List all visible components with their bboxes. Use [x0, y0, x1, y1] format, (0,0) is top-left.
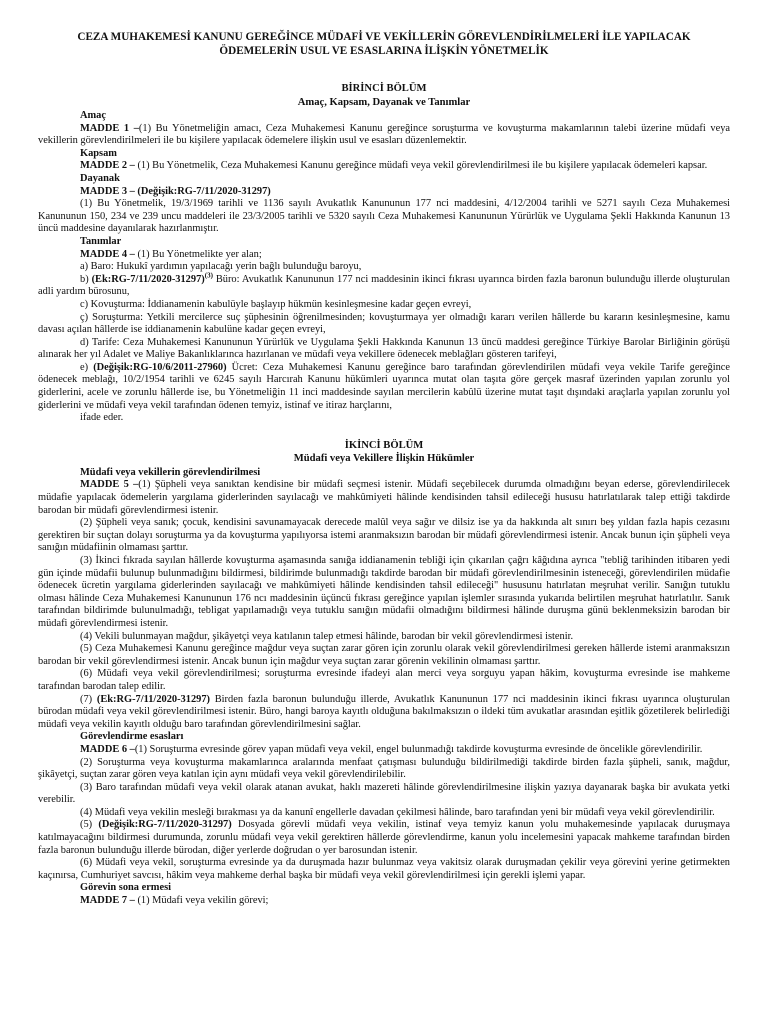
article-6-para-3: (3) Baro tarafından müdafi veya vekil olarak atanan avukat, haklı mazereti hâlinde görevlendirilmesine ilişkin yazıya dayanarak başka bir avukata yetki verebilir.: [38, 781, 730, 806]
article-6-para-2: (2) Soruşturma veya kovuşturma makamlarınca aralarında menfaat çatışması bulunduğu bildirilmediği takdirde birden fazla şüpheli, sanık, mağdur, şikâyetçi, suçtan zarar gören veya katılan için aynı müdafi veya vekil görevlendirilebilir.: [38, 756, 730, 781]
article-2-text: (1) Bu Yönetmelik, Ceza Muhakemesi Kanunu gereğince müdafi veya vekil görevlendirilmesi ile bu kişilere yapılacak ödemeleri kapsar.: [134, 160, 708, 172]
definition-e-prefix: e): [80, 361, 94, 373]
article-6-para-5-text: Dosyada görevli müdafi veya vekilin, istinaf veya temyiz kanun yolu muhakemesinde yapılacak duruşmaya katılmayacağını bildirmesi durumunda, zorunlu müdafi veya vekil gerektiren hâllerde görevlendirme, kanun yolu incelemesini yapacak mahkeme tarafından birden fazla baronun bulunduğu illerde bürodan, diğer yerlerde doğrudan o yer barosundan istenir.: [38, 819, 730, 856]
definition-end: ifade eder.: [80, 412, 124, 424]
chapter-2-subtitle: Müdafi veya Vekillere İlişkin Hükümler: [293, 453, 475, 465]
article-6-text-1: (1) Soruşturma evresinde görev yapan müdafi veya vekil, engel bulunmadığı takdirde kovuşturma evresinde de öncelikle görevlendirilir.: [134, 743, 703, 755]
article-2: [38, 160, 730, 173]
article-2-label: MADDE 2 –: [80, 160, 135, 172]
definition-b-prefix: b): [80, 273, 92, 285]
article-1: [38, 123, 730, 148]
article-3-label: MADDE 3 – (Değişik:RG-7/11/2020-31297): [80, 185, 271, 197]
definition-cc: ç) Soruşturma: Yetkili mercilerce suç şüphesinin öğrenilmesinden; kovuşturmaya yer olmadığı kararı verilen hâllerde bu kararın kesinleşmesine, kamu davası açılan hâllerde ise iddianamenin kabulüne kadar geçen evreyi,: [38, 311, 730, 336]
definition-b: [38, 271, 730, 299]
article-6-para-6: (6) Müdafi veya vekil, soruşturma evresinde ya da duruşmada hazır bulunmaz veya vakitsiz olarak duruşmadan çekilir veya görevini yerine getirmekten kaçınırsa, Cumhuriyet savcısı, hâkim veya mahkeme derhal başka bir müdafi veya vekil görevlendirilmesi için gerekli işlemi yapar.: [38, 857, 730, 881]
article-1-text: (1) Bu Yönetmeliğin amacı, Ceza Muhakemesi Kanunu gereğince soruşturma ve kovuşturma makamlarının talebi üzerine müdafi veya vekillerin görevlendirilmeleri ile bu kişilere yapılacak ödemelere ilişkin usul ve esasları düzenlemektir.: [38, 122, 730, 147]
definition-b-text: Büro: Avukatlık Kanununun 177 nci maddesinin ikinci fıkrası uyarınca birden fazla baronun bulunduğu illerde oluşturulan adli yardım bürosunu,: [38, 273, 730, 298]
article-4-label: MADDE 4 –: [80, 248, 135, 260]
definition-a: a) Baro: Hukukî yardımın yapılacağı yerin bağlı bulunduğu baroyu,: [80, 261, 362, 273]
article-7: [38, 895, 730, 908]
article-5-para-7-prefix: (7): [80, 693, 97, 705]
article-5-para-1: [38, 479, 730, 517]
article-4-text: (1) Bu Yönetmelikte yer alan;: [134, 248, 262, 260]
footnote-marker: (3): [204, 271, 213, 280]
article-5-text-1: (1) Şüpheli veya sanıktan kendisine bir müdafi seçmesi istenir. Müdafi seçebilecek durumda olmadığını beyan ederse, görevlendirilecek müdafie yapılacak ödemelerin yargılama giderlerinden sayılacağı ve mahkûmiyeti hâlinde kendisinden tahsil edileceği hususu hatırlatılarak talep ettiği takdirde barodan bir müdafi görevlendirmesi istenir.: [38, 479, 730, 516]
section-heading-dayanak: Dayanak: [80, 172, 120, 184]
article-6-para-1: [38, 744, 730, 757]
article-5-para-3: (3) İkinci fıkrada sayılan hâllerde kovuşturma aşamasında sanığa iddianamenin tebliği için çıkarılan çağrı kâğıdına ayrıca "tebliğ tarihinden itibaren yedi gün içinde müdafii bulunup bulunmadığını bildirmesi, bildirimde bulunmadığı takdirde barodan bir müdafi görevlendirilmesinin isteneceği, görevlendirilen müdafie ödenecek ücretin yargılama giderlerinden sayılacağı ve mahkûmiyeti hâlinde kendisinden tahsil edileceği" hususunu hatırlatan meşruhat verilir. Sanığın tutuklu olması hâlinde Ceza Muhakemesi Kanununun 176 ncı maddesinin üçüncü fıkrası gereğince yapılan işlemler sırasında yukarıda belirtilen meşruhat hatırlatılır. Sanık tarafından bildirimde bulunulmadığı, tebligat yapılamadığı veya tutuklu sanığın müdafii olmadığını bildirmesi hâlinde duruşma günü beklenmeksizin barodan bir müdafi görevlendirmesi istenir.: [38, 555, 730, 629]
article-3-text: (1) Bu Yönetmelik, 19/3/1969 tarihli ve 1136 sayılı Avukatlık Kanununun 177 nci maddesini, 4/12/2004 tarihli ve 5271 sayılı Ceza Muhakemesi Kanununun 150, 234 ve 239 uncu maddeleri ile 23/3/2005 tarihli ve 5320 sayılı Ceza Muhakemesi Kanununun Yürürlük ve Uygulama Şekli Hakkında Kanunun 13 üncü maddesine dayanılarak hazırlanmıştır.: [38, 198, 730, 235]
article-4: [38, 249, 730, 262]
section-heading-kapsam: Kapsam: [80, 147, 117, 159]
article-7-label: MADDE 7 –: [80, 895, 135, 907]
article-5-para-7: [38, 694, 730, 732]
article-1-label: MADDE 1 –: [80, 122, 139, 134]
document-title: CEZA MUHAKEMESİ KANUNU GEREĞİNCE MÜDAFİ VE VEKİLLERİN GÖREVLENDİRİLMELERİ İLE YAPILACAK ÖDEMELERİN USUL VE ESASLARINA İLİŞKİN YÖNETMELİK: [77, 31, 691, 57]
definition-e: [38, 362, 730, 412]
section-heading-sona-ermesi: Görevin sona ermesi: [80, 882, 172, 894]
amendment-note: (Değişik:RG-10/6/2011-27960): [93, 361, 227, 373]
amendment-note: (Ek:RG-7/11/2020-31297): [91, 273, 205, 285]
article-5-para-5: (5) Ceza Muhakemesi Kanunu gereğince mağdur veya suçtan zarar gören için zorunlu olarak vekil görevlendirilmesi gereken hâllerde istemi aranmaksızın barodan bir vekil görevlendirmesi istenir. Ancak bunun için mağdur veya suçtan zarar görenin vekilinin olmaması şarttır.: [38, 643, 730, 667]
article-5-para-7-text: Birden fazla baronun bulunduğu illerde, Avukatlık Kanununun 177 nci maddesinin ikinci fıkrası uyarınca oluşturulan bürodan müdafi veya vekil görevlendirilmesi istenir. Büro, hangi baroya kayıtlı olduğuna bakılmaksızın o ildeki tüm avukatlar arasından eşitlik gözetilerek belirlediği müdafi veya vekilin kayıtlı olduğu baro tarafından görevlendirilmesini sağlar.: [38, 693, 730, 730]
article-5-label: MADDE 5 –: [80, 479, 139, 491]
chapter-2-heading: İKİNCİ BÖLÜM: [344, 439, 424, 451]
section-heading-amac: Amaç: [80, 110, 106, 121]
article-5-para-2: (2) Şüpheli veya sanık; çocuk, kendisini savunamayacak derecede malûl veya sağır ve dilsiz ise ya da hakkında alt sınırı beş yıldan fazla hapis cezasını gerektiren bir suçtan dolayı soruşturma ya da kovuşturma yapılıyorsa istemi aranmaksızın barodan bir müdafi görevlendirmesi istenir. Ancak bunun için şüpheli veya sanığın müdafiinin olmaması şarttır.: [38, 517, 730, 554]
amendment-note: (Ek:RG-7/11/2020-31297): [96, 693, 210, 705]
article-6-para-5: [38, 819, 730, 857]
definition-e-text: Ücret: Ceza Muhakemesi Kanunu gereğince baro tarafından görevlendirilen müdafi veya vekile Tarife gereğince ödenecek meblağı, 10/2/1954 tarihli ve 6245 sayılı Harcırah Kanunu hükümleri uyarınca mutat olan taşıta göre gerçek masraf üzerinden yapılan zorunlu yol giderlerini, acele ve zorunlu hâllerde ise, bu Yönetmeliğin 11 inci maddesinde sayılan mercilerin kabûlü üzerine mutat taşıt dışındaki araçlarla yapılan zorunlu yol giderlerini ve müdafi veya vekil tarafından ödenen temyiz, istinaf ve itiraz harçlarını,: [38, 361, 730, 411]
article-5-para-4: (4) Vekili bulunmayan mağdur, şikâyetçi veya katılanın talep etmesi hâlinde, barodan bir vekil görevlendirmesi istenir.: [80, 630, 574, 642]
article-6-para-4: (4) Müdafi veya vekilin mesleği bırakması ya da kanunî engellerle davadan çekilmesi hâlinde, baro tarafından yeni bir müdafi veya vekil görevlendirilir.: [80, 806, 715, 818]
article-6-para-5-prefix: (5): [80, 819, 99, 831]
article-6-label: MADDE 6 –: [80, 743, 135, 755]
article-7-text: (1) Müdafi veya vekilin görevi;: [134, 895, 269, 907]
amendment-note: (Değişik:RG-7/11/2020-31297): [98, 819, 232, 831]
section-heading-esaslari: Görevlendirme esasları: [80, 731, 184, 743]
chapter-1-subtitle: Amaç, Kapsam, Dayanak ve Tanımlar: [297, 96, 471, 108]
chapter-1-heading: BİRİNCİ BÖLÜM: [341, 83, 427, 94]
section-heading-tanimlar: Tanımlar: [80, 235, 122, 247]
definition-c: c) Kovuşturma: İddianamenin kabulüyle başlayıp hükmün kesinleşmesine kadar geçen evreyi,: [80, 298, 472, 310]
definition-d: d) Tarife: Ceza Muhakemesi Kanununun Yürürlük ve Uygulama Şekli Hakkında Kanunun 13 üncü maddesi gereğince Türkiye Barolar Birliğinin görüşü alınarak her yıl Adalet ve Maliye Bakanlıklarınca hazırlanan ve müdafi veya vekillere ödenecek meblağları gösteren tarifeyi,: [38, 336, 730, 361]
article-5-para-6: (6) Müdafi veya vekil görevlendirilmesi; soruşturma evresinde ifadeyi alan merci veya sorguyu yapan hâkim, kovuşturma evresinde ise mahkeme tarafından barodan talep edilir.: [38, 668, 730, 692]
section-heading-gorevlendirilmesi: Müdafi veya vekillerin görevlendirilmesi: [80, 466, 261, 478]
document-page: [38, 30, 730, 908]
